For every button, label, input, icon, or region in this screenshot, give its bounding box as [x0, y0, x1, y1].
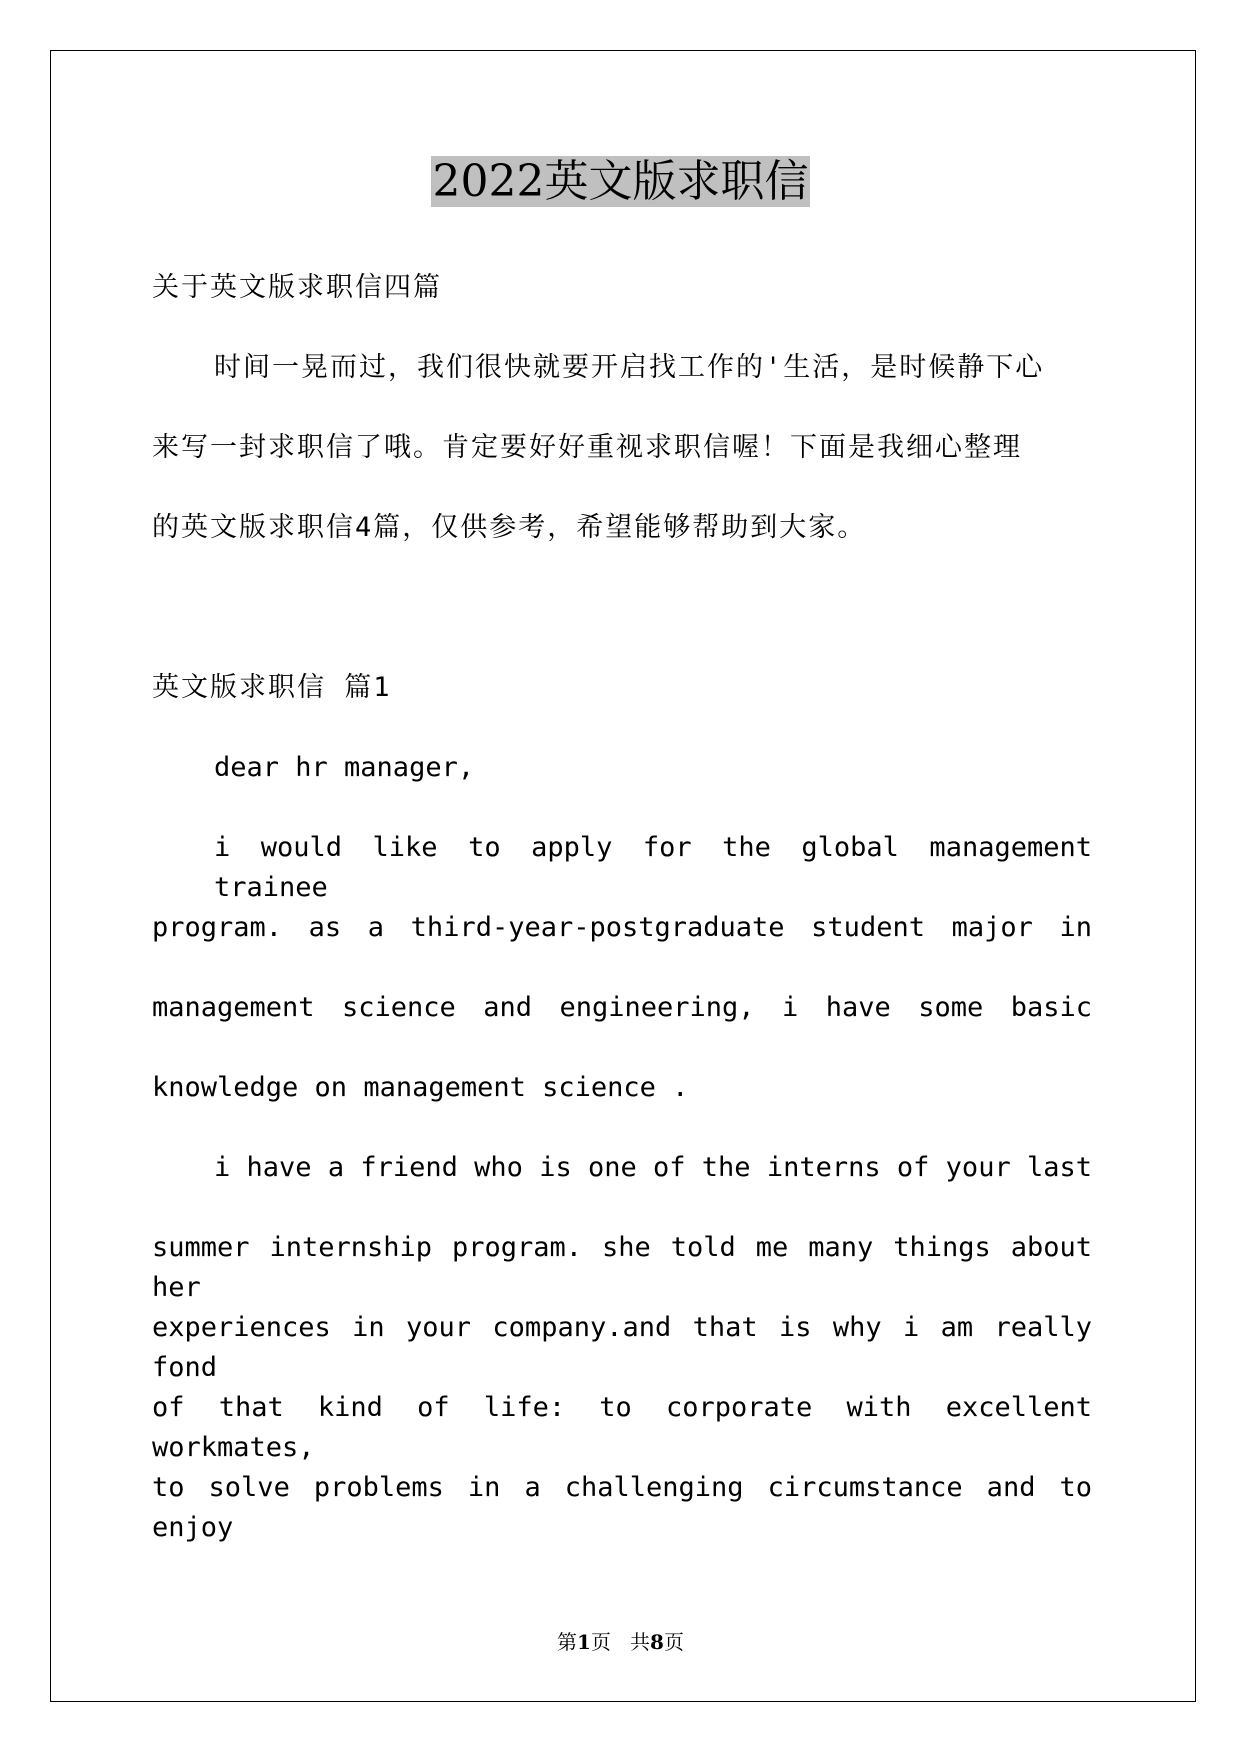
footer-total-pages: 8: [650, 1630, 664, 1654]
letter-greeting: dear hr manager,: [214, 752, 475, 783]
document-title-text: 2022英文版求职信: [432, 156, 809, 207]
paragraph1-line-3: management science and engineering, i have some basic: [152, 992, 1092, 1023]
paragraph1-line-1: i would like to apply for the global management trainee: [214, 832, 1092, 903]
footer-page-suffix: 页: [590, 1630, 611, 1654]
paragraph1-line-2: program. as a third-year-postgraduate student major in: [152, 912, 1092, 943]
document-subtitle: 关于英文版求职信四篇: [152, 272, 442, 303]
paragraph2-line-5: to solve problems in a challenging circumstance and to enjoy: [152, 1472, 1092, 1543]
paragraph2-line-1: i have a friend who is one of the interns of your last: [214, 1152, 1092, 1183]
paragraph2-line-2: summer internship program. she told me many things about her: [152, 1232, 1092, 1303]
intro-line-3: 的英文版求职信4篇，仅供参考，希望能够帮助到大家。: [152, 512, 867, 543]
footer-total-suffix: 页: [663, 1630, 684, 1654]
section-heading: 英文版求职信 篇1: [152, 672, 392, 703]
intro-line-2: 来写一封求职信了哦。肯定要好好重视求职信喔！下面是我细心整理: [152, 432, 1022, 463]
paragraph1-line-4: knowledge on management science .: [152, 1072, 689, 1103]
paragraph2-line-4: of that kind of life: to corporate with excellent workmates,: [152, 1392, 1092, 1463]
footer-total-prefix: 共: [630, 1630, 651, 1654]
paragraph2-line-3: experiences in your company.and that is why i am really fond: [152, 1312, 1092, 1383]
footer-page-prefix: 第: [557, 1630, 578, 1654]
intro-line-1: 时间一晃而过，我们很快就要开启找工作的'生活，是时候静下心: [214, 352, 1045, 383]
page-footer: [0, 1626, 1241, 1655]
document-title: [0, 152, 1241, 212]
footer-page-number: 1: [577, 1630, 591, 1654]
